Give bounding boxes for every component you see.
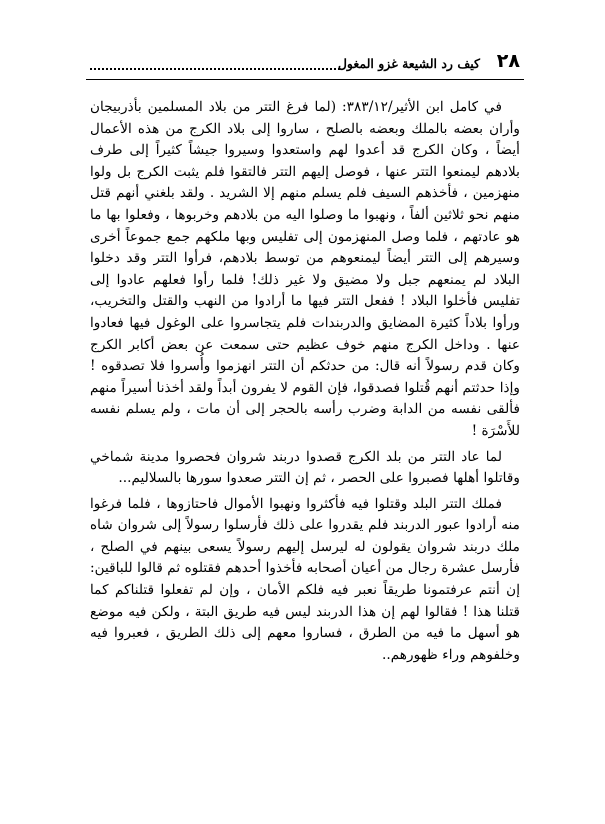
header-leader-dots (90, 54, 340, 70)
body-text (90, 97, 520, 670)
header-rule (86, 79, 524, 80)
page-header (90, 52, 520, 78)
paragraph-3: فملك التتر البلد وقتلوا فيه فأكثروا ونهبوا الأموال فاحتازوها ، فلما فرغوا منه أرادوا عبور الدربند فلم يقدروا على ذلك فأرسلوا رسولاً إلى شروان شاه ملك دربند شروان يقولون له ليرسل إليهم رسولاً يسعى بينهم في الصلح ، فأرسل عشرة رجال من أعيان أصحابه فأخذوا أحدهم فقتلوه ثم قالوا للباقين: إن أنتم عرفتمونا طريقاً نعبر فيه فلكم الأمان ، وإن لم تفعلوا قتلناكم كما قتلنا هذا ! فقالوا لهم إن هذا الدربند ليس فيه طريق البتة ، ولكن فيه موضع هو أسهل ما فيه من الطرق ، فساروا معهم إلى ذلك الطريق ، فعبروا فيه وخلفوهم وراء ظهورهم.. (90, 495, 520, 663)
paragraph-1: في كامل ابن الأثير/٣٨٣/١٢: (لما فرغ التتر من بلاد المسلمين بأذربيجان وأران بعضه بالملك وبعضه بالصلح ، ساروا إلى بلاد الكرج من هذه الأعمال أيضاً ، وكان الكرج قد أعدوا لهم واستعدوا وسيروا جيشاً كثيراً إلى طرف بلادهم ليمنعوا التتر عنها ، فوصل إليهم التتر فالتقوا فلم يثبت الكرج بل ولوا منهزمين ، فأخذهم السيف فلم يسلم منهم إلا الشريد . ولقد بلغني أنهم قتل منهم نحو ثلاثين ألفاً ، ونهبوا ما وصلوا اليه من بلادهم وخربوها ، وفعلوا بها ما هو عادتهم ، فلما وصل المنهزمون إلى تفليس وبها ملكهم جمع جموعاً أخرى وسيرهم إلى التتر أيضاً ليمنعوهم من توسط بلادهم، فرأوا التتر وقد دخلوا البلاد لم يمنعهم جبل ولا مضيق ولا غير ذلك! فلما رأوا فعلهم عادوا إلى تفليس فأخلوا البلاد ! ففعل التتر فيها ما أرادوا من النهب والقتل والتخريب، ورأوا بلاداً كثيرة المضايق والدربندات فلم يتجاسروا على الوغول فيها فعادوا عنها . وداخل الكرج منهم خوف عظيم حتى سمعت عن بعض أكابر الكرج وكان قدم رسولاً أنه قال: من حدثكم أن التتر انهزموا وأُسروا فلا تصدقوه ! وإذا حدثتم أنهم قُتلوا فصدقوا، فإن القوم لا يفرون أبداً ولقد أخذنا أسيراً منهم فألقى نفسه من الدابة وضرب رأسه بالحجر إلى أن مات ، ولم يسلم نفسه للأَسْرَة ! (90, 99, 520, 439)
paragraph-2: لما عاد التتر من بلد الكرج قصدوا دربند شروان فحصروا مدينة شماخي وقاتلوا أهلها فصبروا على الحصر ، ثم إن التتر صعدوا سورها بالسلاليم... (90, 448, 520, 487)
running-title: كيف رد الشيعة غزو المغول (337, 56, 480, 71)
page-number: ٢٨ (496, 50, 520, 72)
